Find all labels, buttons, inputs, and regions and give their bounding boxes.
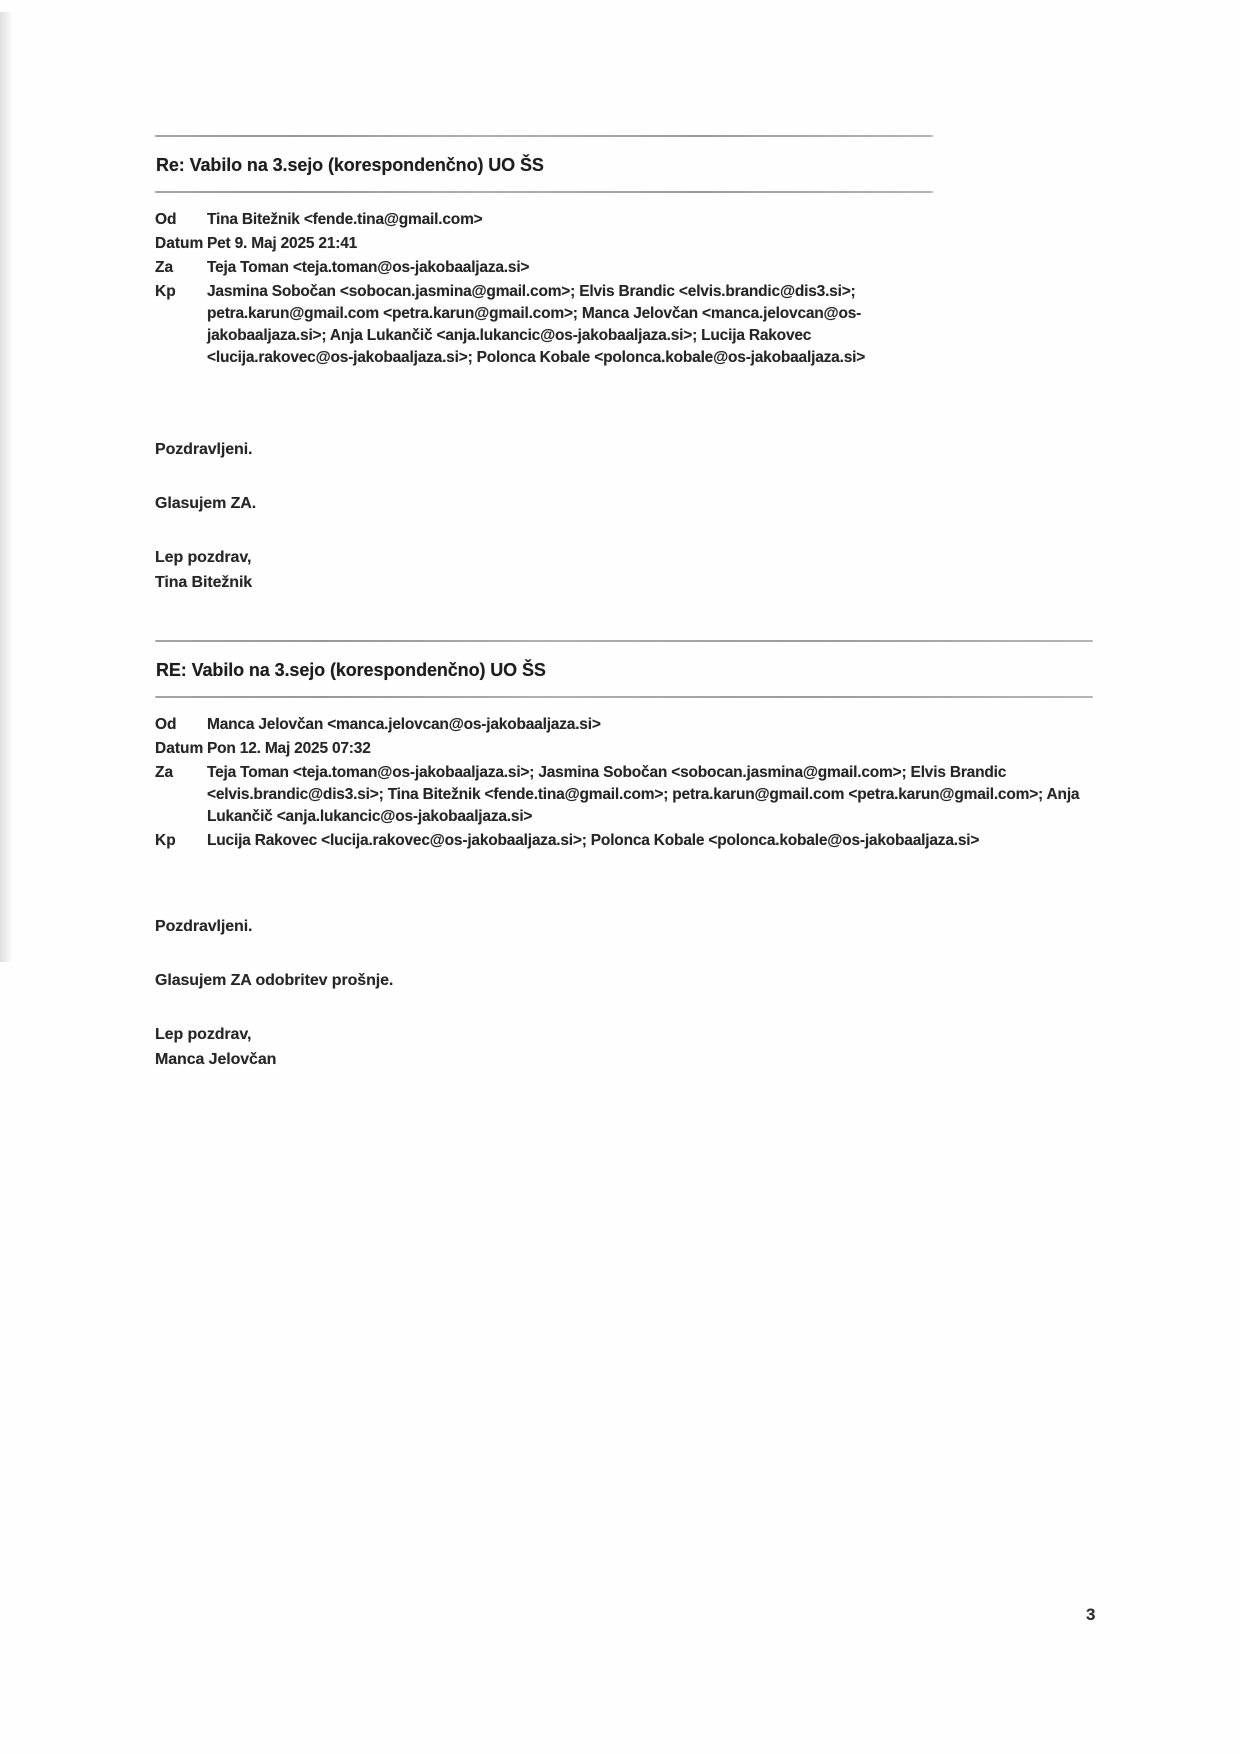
email-body — [155, 437, 933, 595]
email-message-1 — [155, 135, 933, 595]
body-signature — [155, 1022, 1093, 1072]
divider-line — [155, 696, 1093, 698]
email-subject: Re: Vabilo na 3.sejo (korespondenčno) UO ŠS — [156, 155, 544, 175]
date-value: Pon 12. Maj 2025 07:32 — [207, 740, 371, 757]
divider-line — [155, 191, 933, 193]
email-header-block — [155, 209, 933, 369]
cc-value: Lucija Rakovec <lucija.rakovec@os-jakobaaljaza.si>; Polonca Kobale <polonca.kobale@os-jakobaaljaza.si> — [207, 832, 980, 849]
signature-name: Manca Jelovčan — [155, 1051, 277, 1068]
scan-edge-artifact — [0, 12, 13, 962]
signature-name: Tina Bitežnik — [155, 574, 253, 591]
body-message: Glasujem ZA. — [155, 495, 257, 512]
header-row-from — [155, 714, 1093, 736]
divider-line — [155, 640, 1093, 642]
body-closing: Lep pozdrav, — [155, 549, 252, 566]
body-message: Glasujem ZA odobritev prošnje. — [155, 972, 394, 989]
body-closing: Lep pozdrav, — [155, 1026, 252, 1043]
to-label: Za — [155, 259, 174, 276]
date-label: Datum — [155, 235, 204, 252]
email-subject: RE: Vabilo na 3.sejo (korespondenčno) UO ŠS — [156, 660, 546, 680]
from-label: Od — [155, 211, 177, 228]
date-value: Pet 9. Maj 2025 21:41 — [207, 235, 358, 252]
header-row-cc — [155, 830, 1093, 852]
from-value: Manca Jelovčan <manca.jelovcan@os-jakobaaljaza.si> — [207, 716, 601, 733]
to-value: Teja Toman <teja.toman@os-jakobaaljaza.si> — [207, 259, 530, 276]
body-signature — [155, 545, 933, 595]
cc-label: Kp — [155, 832, 176, 849]
to-label: Za — [155, 764, 174, 781]
header-row-date — [155, 233, 933, 255]
body-greeting: Pozdravljeni. — [155, 918, 253, 935]
cc-label: Kp — [155, 283, 176, 300]
header-row-to — [155, 762, 1093, 828]
header-row-date — [155, 738, 1093, 760]
from-label: Od — [155, 716, 177, 733]
to-value: Teja Toman <teja.toman@os-jakobaaljaza.si>; Jasmina Sobočan <sobocan.jasmina@gmail.com>; Elvis Brandic <elvis.brandic@dis3.si>; Tina Bitežnik <fende.tina@gmail.com>; petra.karun@gmail.com <petra.karun@gmail.com>; Anja Lukančič <anja.lukancic@os-jakobaaljaza.si> — [207, 764, 1080, 825]
header-row-to — [155, 257, 933, 279]
page-number: 3 — [1086, 1605, 1096, 1624]
header-row-cc — [155, 281, 933, 369]
date-label: Datum — [155, 740, 204, 757]
email-body — [155, 914, 1093, 1072]
body-greeting: Pozdravljeni. — [155, 441, 253, 458]
email-message-2 — [155, 640, 1093, 1072]
divider-line — [155, 135, 933, 137]
cc-value: Jasmina Sobočan <sobocan.jasmina@gmail.com>; Elvis Brandic <elvis.brandic@dis3.si>; petra.karun@gmail.com <petra.karun@gmail.com>; Manca Jelovčan <manca.jelovcan@os-jakobaaljaza.si>; Anja Lukančič <anja.lukancic@os-jakobaaljaza.si>; Lucija Rakovec <lucija.rakovec@os-jakobaaljaza.si>; Polonca Kobale <polonca.kobale@os-jakobaaljaza.si> — [207, 283, 866, 366]
from-value: Tina Bitežnik <fende.tina@gmail.com> — [207, 211, 483, 228]
email-header-block — [155, 714, 1093, 852]
header-row-from — [155, 209, 933, 231]
